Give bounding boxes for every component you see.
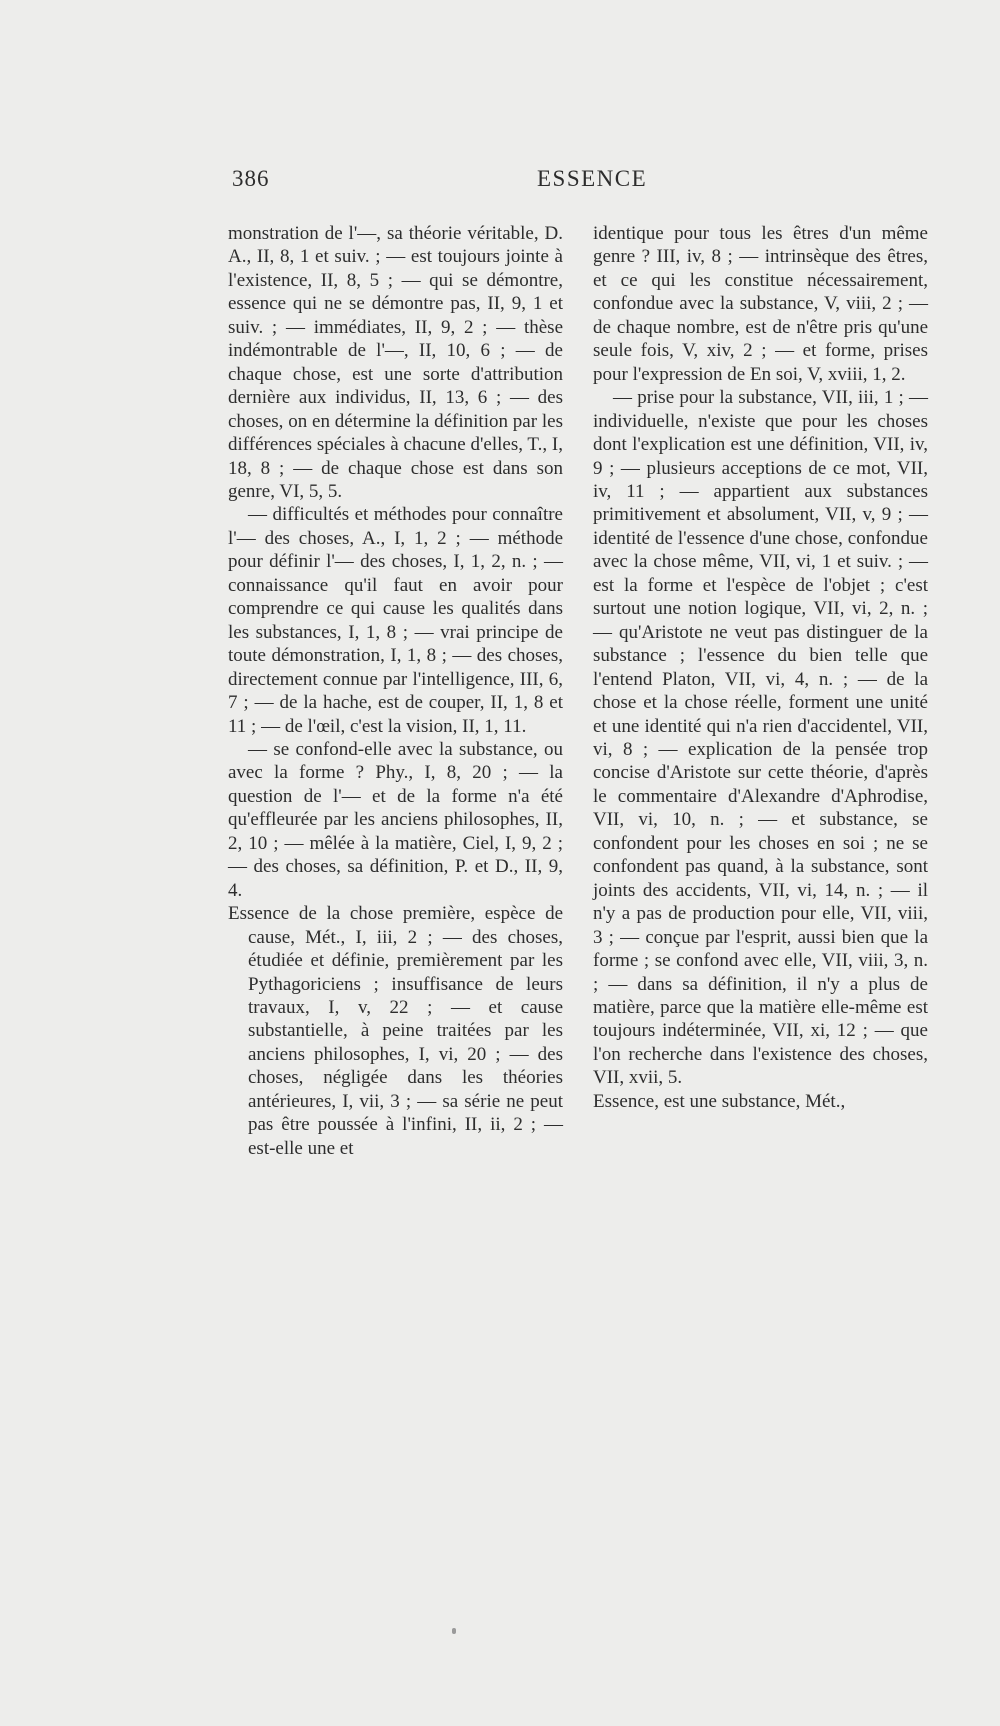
index-paragraph: monstration de l'—, sa théorie véritable, D. A., II, 8, 1 et suiv. ; — est toujours jointe à l'existence, II, 8, 5 ; — qui se démontre, essence qui ne se démontre pas, II, 9, 1 et suiv. ; — immédiates, II, 9, 2 ; — thèse indémontrable de l'—, II, 10, 6 ; — de chaque chose, est une sorte d'attribution dernière aux individus, II, 13, 6 ; — des choses, on en détermine la définition par les différences spéciales à chacune d'elles, T., I, 18, 8 ; — de chaque chose est dans son genre, VI, 5, 5. (228, 223, 563, 502)
index-entry: Essence de la chose première, espèce de cause, Mét., I, iii, 2 ; — des choses, étudiée et définie, premièrement par les Pythagoriciens ; insuffisance de leurs travaux, I, v, 22 ; — et cause substantielle, à peine traitées par les anciens philosophes, I, vi, 20 ; — des choses, négligée dans les théories antérieures, I, vii, 3 ; — sa série ne peut pas être poussée à l'infini, II, ii, 2 ; — est-elle une et (228, 903, 563, 1159)
right-column (593, 222, 928, 1113)
running-title: ESSENCE (537, 166, 648, 191)
index-entry: Essence, est une substance, Mét., (593, 1090, 846, 1112)
index-paragraph: — difficultés et méthodes pour connaître l'— des choses, A., I, 1, 2 ; — méthode pour définir l'— des choses, I, 1, 2, n. ; — connaissance qu'il faut en avoir pour comprendre ce qui cause les qualités dans les substances, I, 1, 8 ; — vrai principe de toute démonstration, I, 1, 8 ; — des choses, directement connue par l'intelligence, III, 6, 7 ; — de la hache, est de couper, II, 1, 8 et 11 ; — de l'œil, c'est la vision, II, 1, 11. (228, 504, 563, 737)
index-paragraph: — prise pour la substance, VII, iii, 1 ; — individuelle, n'existe que pour les choses dont l'explication est une définition, VII, iv, 9 ; — plusieurs acceptions de ce mot, VII, iv, 11 ; — appartient aux substances primitivement et absolument, VII, v, 9 ; — identité de l'essence d'une chose, confondue avec la chose même, VII, vi, 1 et suiv. ; — est la forme et l'espèce de l'objet ; c'est surtout une notion logique, VII, vi, 2, n. ; — qu'Aristote ne veut pas distinguer de la substance ; l'essence du bien telle que l'entend Platon, VII, vi, 4, n. ; — de la chose et la chose réelle, forment une unité et une identité qui n'a rien d'accidentel, VII, vi, 8 ; — explication de la pensée trop concise d'Aristote sur cette théorie, d'après le commentaire d'Alexandre d'Aphrodise, VII, vi, 10, n. ; — et substance, se confondent pour les choses en soi ; ne se confondent pas quand, à la substance, sont joints des accidents, VII, vi, 14, n. ; — il n'y a pas de production pour elle, VII, viii, 3 ; — conçue par l'esprit, aussi bien que la forme ; se confond avec elle, VII, viii, 3, n. ; — dans sa définition, il n'y a plus de matière, parce que la matière elle-même est toujours indéterminée, VII, xi, 12 ; — que l'on recherche dans l'existence des choses, VII, xvii, 5. (593, 387, 928, 1089)
index-paragraph: — se confond-elle avec la substance, ou avec la forme ? Phy., I, 8, 20 ; — la question de l'— et de la forme n'a été qu'effleurée par les anciens philosophes, II, 2, 10 ; — mêlée à la matière, Ciel, I, 9, 2 ; — des choses, sa définition, P. et D., II, 9, 4. (228, 738, 563, 901)
ink-speck (452, 1628, 456, 1634)
index-paragraph: identique pour tous les êtres d'un même genre ? III, iv, 8 ; — intrinsèque des êtres, et ce qui les constitue nécessairement, confondue avec la substance, V, viii, 2 ; — de chaque nombre, est de n'être pris qu'une seule fois, V, xiv, 2 ; — et forme, prises pour l'expression de En soi, V, xviii, 1, 2. (593, 223, 928, 385)
left-column (228, 222, 563, 1160)
page-number: 386 (232, 166, 270, 191)
